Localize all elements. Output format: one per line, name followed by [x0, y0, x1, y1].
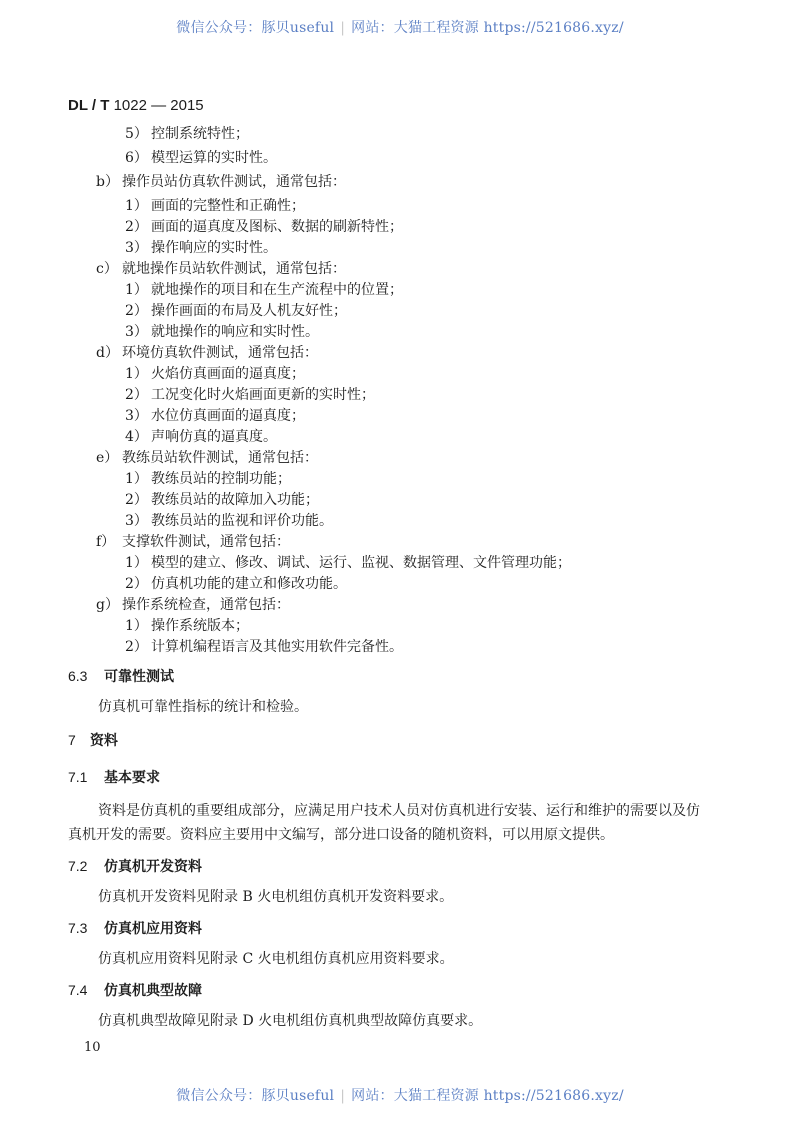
watermark-wechat: 微信公众号：豚贝useful [176, 1088, 335, 1104]
list-group-heading: f） 支撑软件测试，通常包括： [96, 534, 290, 550]
section-body-7-4: 仿真机典型故障见附录 D 火电机组仿真机典型故障仿真要求。 [98, 1013, 483, 1029]
document-code-number: 1022 — 2015 [113, 97, 204, 114]
list-item: 1） 操作系统版本； [125, 618, 249, 634]
watermark-bottom [0, 1085, 800, 1105]
list-group-heading: b） 操作员站仿真软件测试，通常包括： [96, 174, 346, 190]
list-item: 2） 操作画面的布局及人机友好性； [125, 303, 347, 319]
list-item: 1） 画面的完整性和正确性； [125, 198, 305, 214]
list-item: 1） 教练员站的控制功能； [125, 471, 291, 487]
section-body-7-1-line2: 真机开发的需要。资料应主要用中文编写，部分进口设备的随机资料，可以用原文提供。 [68, 827, 614, 843]
list-group-heading: c） 就地操作员站软件测试，通常包括： [96, 261, 346, 277]
list-item: 6） 模型运算的实时性。 [125, 150, 277, 166]
list-item: 3） 就地操作的响应和实时性。 [125, 324, 319, 340]
list-item: 2） 仿真机功能的建立和修改功能。 [125, 576, 347, 592]
list-item: 1） 就地操作的项目和在生产流程中的位置； [125, 282, 403, 298]
list-item: 2） 工况变化时火焰画面更新的实时性； [125, 387, 375, 403]
section-heading-7-1: 7.1 基本要求 [68, 769, 160, 785]
section-heading-7-4: 7.4 仿真机典型故障 [68, 982, 202, 998]
watermark-top [0, 17, 800, 37]
watermark-wechat: 微信公众号：豚贝useful [176, 20, 335, 36]
section-heading-7-3: 7.3 仿真机应用资料 [68, 920, 202, 936]
section-body-7-2: 仿真机开发资料见附录 B 火电机组仿真机开发资料要求。 [98, 889, 454, 905]
list-group-heading: g） 操作系统检查，通常包括： [96, 597, 290, 613]
section-heading-7: 7 资料 [68, 732, 118, 748]
section-heading-6-3: 6.3 可靠性测试 [68, 668, 174, 684]
watermark-site: 网站：大猫工程资源 https://521686.xyz/ [351, 20, 624, 36]
list-item: 2） 计算机编程语言及其他实用软件完备性。 [125, 639, 403, 655]
section-body-7-3: 仿真机应用资料见附录 C 火电机组仿真机应用资料要求。 [98, 951, 454, 967]
section-heading-7-2: 7.2 仿真机开发资料 [68, 858, 202, 874]
section-body-7-1-line1: 资料是仿真机的重要组成部分，应满足用户技术人员对仿真机进行安装、运行和维护的需要以及仿 [98, 803, 700, 819]
list-item: 5） 控制系统特性； [125, 126, 249, 142]
document-code-prefix: DL / T [68, 97, 110, 114]
list-item: 4） 声响仿真的逼真度。 [125, 429, 277, 445]
page-number: 10 [84, 1040, 101, 1055]
section-body-6-3: 仿真机可靠性指标的统计和检验。 [98, 699, 308, 715]
list-item: 3） 水位仿真画面的逼真度； [125, 408, 305, 424]
list-item: 1） 火焰仿真画面的逼真度； [125, 366, 305, 382]
list-item: 3） 操作响应的实时性。 [125, 240, 277, 256]
list-group-heading: e） 教练员站软件测试，通常包括： [96, 450, 318, 466]
list-item: 3） 教练员站的监视和评价功能。 [125, 513, 333, 529]
list-item: 2） 教练员站的故障加入功能； [125, 492, 319, 508]
watermark-site: 网站：大猫工程资源 https://521686.xyz/ [351, 1088, 624, 1104]
watermark-separator: | [340, 1088, 346, 1104]
watermark-separator: | [340, 20, 346, 36]
list-item: 2） 画面的逼真度及图标、数据的刷新特性； [125, 219, 403, 235]
list-group-heading: d） 环境仿真软件测试，通常包括： [96, 345, 318, 361]
list-item: 1） 模型的建立、修改、调试、运行、监视、数据管理、文件管理功能； [125, 555, 571, 571]
document-code [68, 97, 204, 114]
